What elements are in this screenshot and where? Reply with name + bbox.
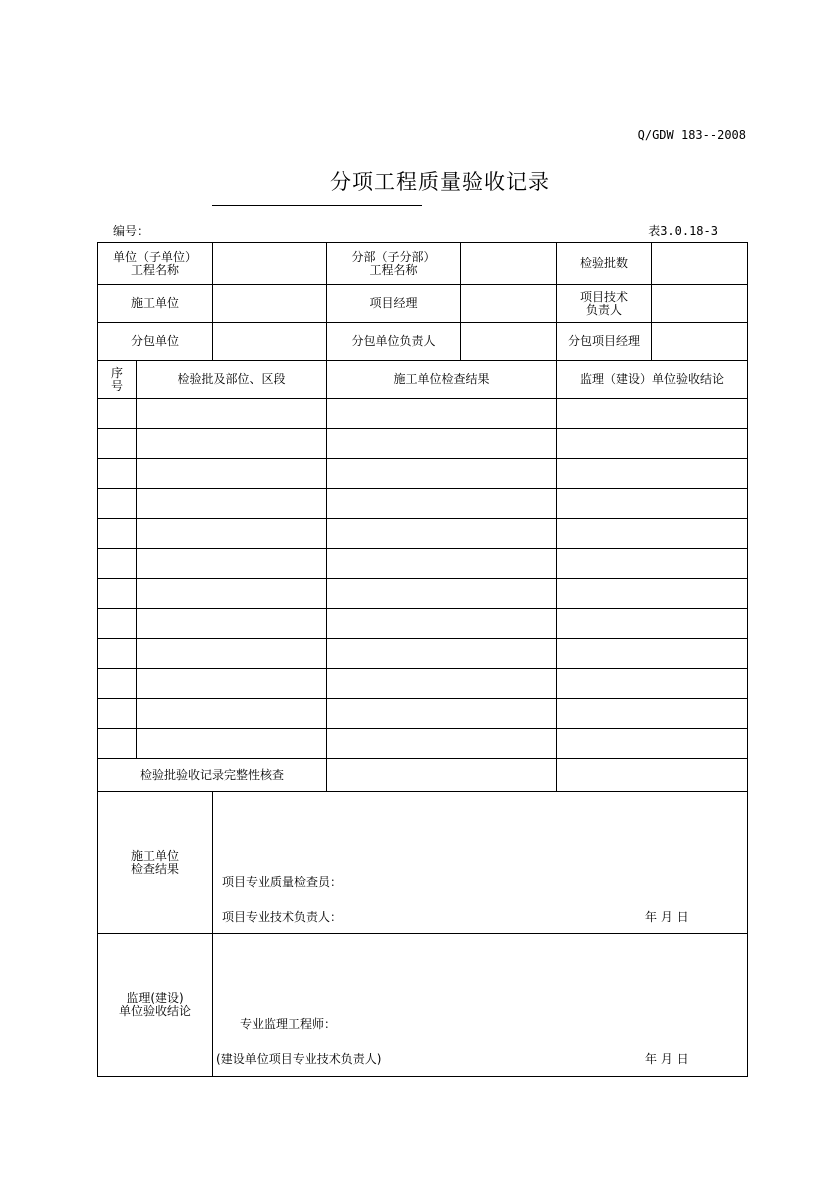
contractor-section-body[interactable] <box>213 792 748 934</box>
owner-tech-lead-label: (建设单位项目专业技术负责人) <box>216 1052 382 1066</box>
contractor-result-cell[interactable] <box>327 729 557 759</box>
supervisor-date: 年 月 日 <box>645 1052 689 1066</box>
batch-location-cell[interactable] <box>137 669 327 699</box>
seq-cell[interactable] <box>98 399 137 429</box>
tech-lead-label: 项目技术 负责人 <box>557 285 652 323</box>
seq-cell[interactable] <box>98 429 137 459</box>
contractor-value[interactable] <box>213 285 327 323</box>
supervisor-conclusion-header: 监理（建设）单位验收结论 <box>557 361 748 399</box>
table-row <box>98 639 748 669</box>
info-row-1 <box>98 243 748 285</box>
sub-lead-value[interactable] <box>461 323 557 361</box>
supervisor-conclusion-cell[interactable] <box>557 639 748 669</box>
project-manager-label: 项目经理 <box>327 285 461 323</box>
title-underline <box>212 205 422 206</box>
seq-cell[interactable] <box>98 549 137 579</box>
table-row <box>98 729 748 759</box>
unit-project-name-value[interactable] <box>213 243 327 285</box>
batch-location-cell[interactable] <box>137 459 327 489</box>
supervisor-conclusion-cell[interactable] <box>557 399 748 429</box>
sub-pm-label: 分包项目经理 <box>557 323 652 361</box>
subcontractor-value[interactable] <box>213 323 327 361</box>
contractor-date: 年 月 日 <box>645 910 689 924</box>
quality-inspector-label: 项目专业质量检查员： <box>222 875 343 889</box>
info-row-2 <box>98 285 748 323</box>
table-row <box>98 459 748 489</box>
supervisor-conclusion-cell[interactable] <box>557 729 748 759</box>
batch-location-header: 检验批及部位、区段 <box>137 361 327 399</box>
sub-pm-value[interactable] <box>652 323 748 361</box>
contractor-result-cell[interactable] <box>327 429 557 459</box>
contractor-result-cell[interactable] <box>327 699 557 729</box>
contractor-result-cell[interactable] <box>327 669 557 699</box>
unit-project-name-label: 单位（子单位） 工程名称 <box>98 243 213 285</box>
supervisor-conclusion-cell[interactable] <box>557 579 748 609</box>
table-row <box>98 399 748 429</box>
table-row <box>98 609 748 639</box>
table-row <box>98 699 748 729</box>
contractor-section-title: 施工单位 检查结果 <box>98 792 213 934</box>
standard-code: Q/GDW 183--2008 <box>637 128 746 142</box>
subcontractor-label: 分包单位 <box>98 323 213 361</box>
table-row <box>98 669 748 699</box>
supervisor-section-body[interactable] <box>213 934 748 1077</box>
supervisor-conclusion-cell[interactable] <box>557 489 748 519</box>
seq-cell[interactable] <box>98 459 137 489</box>
seq-cell[interactable] <box>98 489 137 519</box>
batch-location-cell[interactable] <box>137 519 327 549</box>
completeness-row <box>98 759 748 792</box>
table-row <box>98 429 748 459</box>
batch-count-value[interactable] <box>652 243 748 285</box>
tech-lead-value[interactable] <box>652 285 748 323</box>
contractor-result-cell[interactable] <box>327 639 557 669</box>
contractor-result-cell[interactable] <box>327 519 557 549</box>
info-row-3 <box>98 323 748 361</box>
batch-location-cell[interactable] <box>137 729 327 759</box>
supervisor-section-title: 监理(建设) 单位验收结论 <box>98 934 213 1077</box>
supervisor-conclusion-cell[interactable] <box>557 549 748 579</box>
contractor-result-cell[interactable] <box>327 489 557 519</box>
batch-location-cell[interactable] <box>137 639 327 669</box>
completeness-contractor-value[interactable] <box>327 759 557 792</box>
page-title: 分项工程质量验收记录 <box>330 170 550 194</box>
table-row <box>98 489 748 519</box>
supervisor-conclusion-cell[interactable] <box>557 429 748 459</box>
table-row <box>98 579 748 609</box>
table-row <box>98 519 748 549</box>
batch-location-cell[interactable] <box>137 699 327 729</box>
seq-cell[interactable] <box>98 669 137 699</box>
supervisor-conclusion-cell[interactable] <box>557 669 748 699</box>
seq-cell[interactable] <box>98 639 137 669</box>
seq-cell[interactable] <box>98 579 137 609</box>
seq-header: 序 号 <box>98 361 137 399</box>
division-name-label: 分部（子分部） 工程名称 <box>327 243 461 285</box>
column-header-row <box>98 361 748 399</box>
tech-lead-sign-label: 项目专业技术负责人： <box>222 910 343 924</box>
serial-number-label: 编号： <box>113 224 150 238</box>
contractor-result-cell[interactable] <box>327 399 557 429</box>
supervisor-conclusion-cell[interactable] <box>557 609 748 639</box>
completeness-check-label: 检验批验收记录完整性核查 <box>98 759 327 792</box>
acceptance-record-table <box>97 242 748 1077</box>
division-name-value[interactable] <box>461 243 557 285</box>
seq-cell[interactable] <box>98 609 137 639</box>
batch-location-cell[interactable] <box>137 489 327 519</box>
batch-location-cell[interactable] <box>137 429 327 459</box>
batch-location-cell[interactable] <box>137 609 327 639</box>
batch-location-cell[interactable] <box>137 399 327 429</box>
seq-cell[interactable] <box>98 729 137 759</box>
contractor-result-cell[interactable] <box>327 609 557 639</box>
sub-lead-label: 分包单位负责人 <box>327 323 461 361</box>
batch-count-label: 检验批数 <box>557 243 652 285</box>
seq-cell[interactable] <box>98 519 137 549</box>
batch-location-cell[interactable] <box>137 549 327 579</box>
contractor-section-row <box>98 792 748 934</box>
contractor-result-cell[interactable] <box>327 459 557 489</box>
supervising-engineer-label: 专业监理工程师： <box>240 1017 337 1031</box>
table-row <box>98 549 748 579</box>
completeness-supervisor-value[interactable] <box>557 759 748 792</box>
contractor-result-cell[interactable] <box>327 579 557 609</box>
supervisor-conclusion-cell[interactable] <box>557 519 748 549</box>
form-number: 表3.0.18-3 <box>648 224 718 238</box>
seq-cell[interactable] <box>98 699 137 729</box>
batch-location-cell[interactable] <box>137 579 327 609</box>
contractor-result-cell[interactable] <box>327 549 557 579</box>
supervisor-section-row <box>98 934 748 1077</box>
contractor-result-header: 施工单位检查结果 <box>327 361 557 399</box>
project-manager-value[interactable] <box>461 285 557 323</box>
supervisor-conclusion-cell[interactable] <box>557 459 748 489</box>
supervisor-conclusion-cell[interactable] <box>557 699 748 729</box>
contractor-label: 施工单位 <box>98 285 213 323</box>
